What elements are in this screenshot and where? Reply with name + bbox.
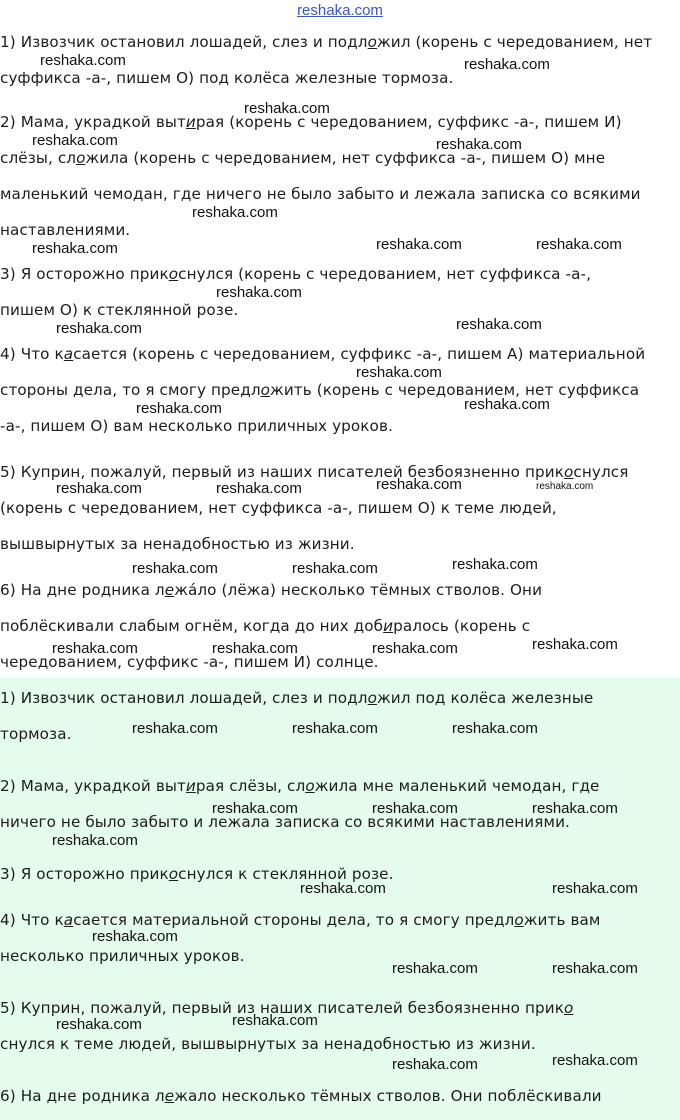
- watermark: reshaka.com: [52, 832, 138, 849]
- highlighted-letter: е: [164, 1087, 175, 1105]
- highlighted-letter: и: [383, 617, 394, 635]
- text-segment: 6) На дне родника л: [0, 1087, 165, 1105]
- text-segment: слёзы, сл: [0, 149, 77, 167]
- analysis-item-5: [0, 454, 680, 562]
- watermark: reshaka.com: [32, 240, 118, 257]
- text-line: [0, 256, 680, 292]
- text-segment: 3) Я осторожно прик: [0, 865, 169, 883]
- watermark: reshaka.com: [132, 560, 218, 577]
- highlighted-letter: о: [367, 689, 378, 707]
- highlighted-letter: а: [63, 911, 74, 929]
- text-segment: снулся к стеклянной розе.: [178, 865, 394, 883]
- text-line: [0, 680, 680, 716]
- text-segment: ралось (корень с: [393, 617, 531, 635]
- watermark: reshaka.com: [456, 316, 542, 333]
- text-segment: жил (корень с чередованием, нет: [377, 33, 653, 51]
- text-segment: маленький чемодан, где ничего не было забыто и лежала записка со всякими: [0, 185, 641, 203]
- text-segment: вышвырнутых за ненадобностью из жизни.: [0, 535, 355, 553]
- watermark: reshaka.com: [372, 640, 458, 657]
- watermark: reshaka.com: [32, 132, 118, 149]
- watermark: reshaka.com: [216, 480, 302, 497]
- analysis-item-6: [0, 572, 680, 680]
- text-segment: рая (корень с чередованием, суффикс -а-, пишем И): [195, 113, 622, 131]
- watermark: reshaka.com: [452, 720, 538, 737]
- text-line: [0, 372, 680, 408]
- watermark: reshaka.com: [216, 284, 302, 301]
- watermark: reshaka.com: [292, 720, 378, 737]
- watermark: reshaka.com: [536, 481, 594, 492]
- text-segment: 2) Мама, украдкой выт: [0, 113, 186, 131]
- text-segment: поблёскивали слабым огнём, когда до них доб: [0, 617, 384, 635]
- watermark: reshaka.com: [232, 1012, 318, 1029]
- analysis-item-2: [0, 104, 680, 248]
- text-segment: 5) Куприн, пожалуй, первый из наших писателей безбоязненно прик: [0, 999, 565, 1017]
- watermark: reshaka.com: [552, 960, 638, 977]
- watermark: reshaka.com: [532, 636, 618, 653]
- watermark: reshaka.com: [464, 56, 550, 73]
- text-segment: суффикса -а-, пишем О) под колёса железные тормоза.: [0, 69, 454, 87]
- watermark: reshaka.com: [452, 556, 538, 573]
- text-segment: наставлениями.: [0, 221, 131, 239]
- highlighted-letter: а: [63, 345, 74, 363]
- text-segment: жил под колёса железные: [377, 689, 594, 707]
- watermark: reshaka.com: [356, 364, 442, 381]
- text-segment: сается материальной стороны дела, то я смогу предл: [73, 911, 515, 929]
- watermark: reshaka.com: [376, 476, 462, 493]
- text-segment: -а-, пишем О) вам несколько приличных уроков.: [0, 417, 393, 435]
- text-segment: жить (корень с чередованием, нет суффикса: [270, 381, 640, 399]
- text-segment: жить вам: [523, 911, 601, 929]
- highlighted-letter: е: [164, 581, 175, 599]
- text-segment: 4) Что к: [0, 345, 64, 363]
- text-segment: ничего не было забыто и лежала записка со всякими наставлениями.: [0, 813, 570, 831]
- watermark: reshaka.com: [392, 1056, 478, 1073]
- text-segment: несколько приличных уроков.: [0, 947, 245, 965]
- text-segment: тормоза.: [0, 725, 72, 743]
- highlighted-letter: о: [514, 911, 524, 929]
- watermark: reshaka.com: [92, 928, 178, 945]
- text-segment: стороны дела, то я смогу предл: [0, 381, 261, 399]
- text-segment: жила мне маленький чемодан, где: [314, 777, 600, 795]
- watermark: reshaka.com: [300, 880, 386, 897]
- highlighted-letter: и: [185, 777, 196, 795]
- text-segment: 5) Куприн, пожалуй, первый из наших писателей безбоязненно прик: [0, 463, 565, 481]
- text-line: [0, 572, 680, 608]
- watermark: reshaka.com: [376, 236, 462, 253]
- watermark: reshaka.com: [552, 1052, 638, 1069]
- watermark: reshaka.com: [436, 136, 522, 153]
- highlighted-letter: о: [168, 865, 179, 883]
- text-segment: сается (корень с чередованием, суффикс -а-, пишем А) материальной: [73, 345, 646, 363]
- watermark: reshaka.com: [212, 800, 298, 817]
- text-segment: снулся (корень с чередованием, нет суффикса -а-,: [178, 265, 592, 283]
- highlighted-letter: о: [76, 149, 86, 167]
- watermark: reshaka.com: [136, 400, 222, 417]
- text-segment: снулся к теме людей, вышвырнутых за ненадобностью из жизни.: [0, 1035, 536, 1053]
- text-segment: чередованием, суффикс -а-, пишем И) солнце.: [0, 653, 379, 671]
- answer-item-6: [0, 1078, 680, 1114]
- text-segment: (корень с чередованием, нет суффикса -а-, пишем О) к теме людей,: [0, 499, 557, 517]
- text-segment: 1) Извозчик остановил лошадей, слез и подл: [0, 689, 368, 707]
- text-line: [0, 336, 680, 372]
- watermark: reshaka.com: [532, 800, 618, 817]
- watermark: reshaka.com: [132, 720, 218, 737]
- highlighted-letter: о: [367, 33, 378, 51]
- highlighted-letter: о: [168, 265, 179, 283]
- watermark: reshaka.com: [40, 52, 126, 69]
- watermark: reshaka.com: [56, 320, 142, 337]
- highlighted-letter: и: [185, 113, 196, 131]
- watermark: reshaka.com: [52, 640, 138, 657]
- text-segment: жáло (лёжа) несколько тёмных стволов. Они: [174, 581, 543, 599]
- text-segment: 6) На дне родника л: [0, 581, 165, 599]
- highlighted-letter: о: [564, 463, 574, 481]
- text-line: [0, 176, 680, 212]
- text-line: [0, 526, 680, 562]
- text-segment: 1) Извозчик остановил лошадей, слез и подл: [0, 33, 368, 51]
- text-segment: рая слёзы, сл: [195, 777, 306, 795]
- text-segment: 2) Мама, украдкой выт: [0, 777, 186, 795]
- watermark: reshaka.com: [464, 396, 550, 413]
- text-segment: снулся: [573, 463, 629, 481]
- text-segment: 4) Что к: [0, 911, 64, 929]
- highlighted-letter: о: [564, 999, 574, 1017]
- watermark: reshaka.com: [292, 560, 378, 577]
- highlighted-letter: о: [260, 381, 271, 399]
- watermark: reshaka.com: [536, 236, 622, 253]
- watermark: reshaka.com: [244, 100, 330, 117]
- site-link[interactable]: reshaka.com: [297, 2, 383, 19]
- text-segment: 3) Я осторожно прик: [0, 265, 169, 283]
- text-line: [0, 1078, 680, 1114]
- watermark: reshaka.com: [212, 640, 298, 657]
- watermark: reshaka.com: [56, 1016, 142, 1033]
- text-segment: жало несколько тёмных стволов. Они поблёскивали: [174, 1087, 602, 1105]
- text-segment: жила (корень с чередованием, нет суффикса -а-, пишем О) мне: [85, 149, 606, 167]
- watermark: reshaka.com: [552, 880, 638, 897]
- watermark: reshaka.com: [192, 204, 278, 221]
- watermark: reshaka.com: [56, 480, 142, 497]
- highlighted-letter: о: [305, 777, 315, 795]
- watermark: reshaka.com: [392, 960, 478, 977]
- text-line: [0, 408, 680, 444]
- analysis-item-3: [0, 256, 680, 328]
- analysis-item-4: [0, 336, 680, 444]
- answer-item-1: [0, 680, 680, 752]
- watermark: reshaka.com: [372, 800, 458, 817]
- text-line: [0, 768, 680, 804]
- text-segment: пишем О) к стеклянной розе.: [0, 301, 239, 319]
